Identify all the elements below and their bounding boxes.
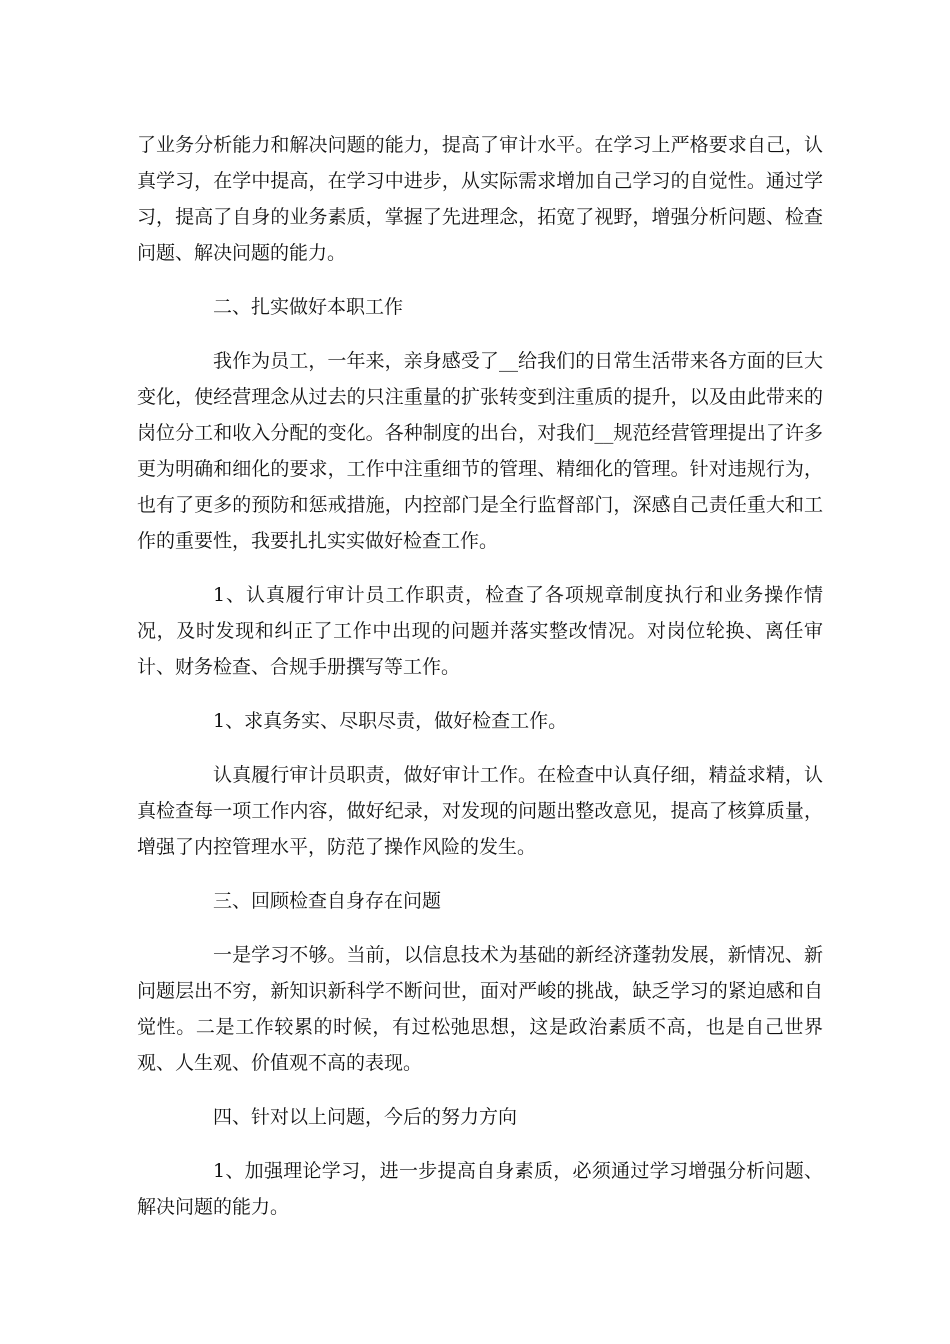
section-heading-2: 二、扎实做好本职工作 — [213, 296, 404, 318]
subheading-5: 1、求真务实、尽职尽责，做好检查工作。 — [213, 710, 568, 732]
section-heading-9: 四、针对以上问题，今后的努力方向 — [213, 1106, 518, 1128]
paragraph-1: 了业务分析能力和解决问题的能力，提高了审计水平。在学习上严格要求自己，认真学习，在学中提高，在学习中进步，从实际需求增加自己学习的自觉性。通过学习，提高了自身的业务素质，掌握了先进理念，拓宽了视野，增强分析问题、检查问题、解决问题的能力。 — [137, 134, 823, 264]
document-body — [137, 127, 823, 1243]
paragraph-6: 认真履行审计员职责，做好审计工作。在检查中认真仔细，精益求精，认真检查每一项工作内容，做好纪录，对发现的问题出整改意见，提高了核算质量，增强了内控管理水平，防范了操作风险的发生。 — [137, 764, 823, 858]
paragraph-10: 1、加强理论学习，进一步提高自身素质，必须通过学习增强分析问题、解决问题的能力。 — [137, 1160, 823, 1218]
paragraph-4: 1、认真履行审计员工作职责，检查了各项规章制度执行和业务操作情况，及时发现和纠正了工作中出现的问题并落实整改情况。对岗位轮换、离任审计、财务检查、合规手册撰写等工作。 — [137, 584, 823, 678]
section-heading-7: 三、回顾检查自身存在问题 — [213, 890, 442, 912]
paragraph-3: 我作为员工，一年来，亲身感受了__给我们的日常生活带来各方面的巨大变化，使经营理念从过去的只注重量的扩张转变到注重质的提升，以及由此带来的岗位分工和收入分配的变化。各种制度的出台，对我们__规范经营管理提出了许多更为明确和细化的要求，工作中注重细节的管理、精细化的管理。针对违规行为，也有了更多的预防和惩戒措施，内控部门是全行监督部门，深感自己责任重大和工作的重要性，我要扎扎实实做好检查工作。 — [137, 350, 823, 552]
paragraph-8: 一是学习不够。当前，以信息技术为基础的新经济蓬勃发展，新情况、新问题层出不穷，新知识新科学不断问世，面对严峻的挑战，缺乏学习的紧迫感和自觉性。二是工作较累的时候，有过松弛思想，这是政治素质不高，也是自己世界观、人生观、价值观不高的表现。 — [137, 944, 823, 1074]
